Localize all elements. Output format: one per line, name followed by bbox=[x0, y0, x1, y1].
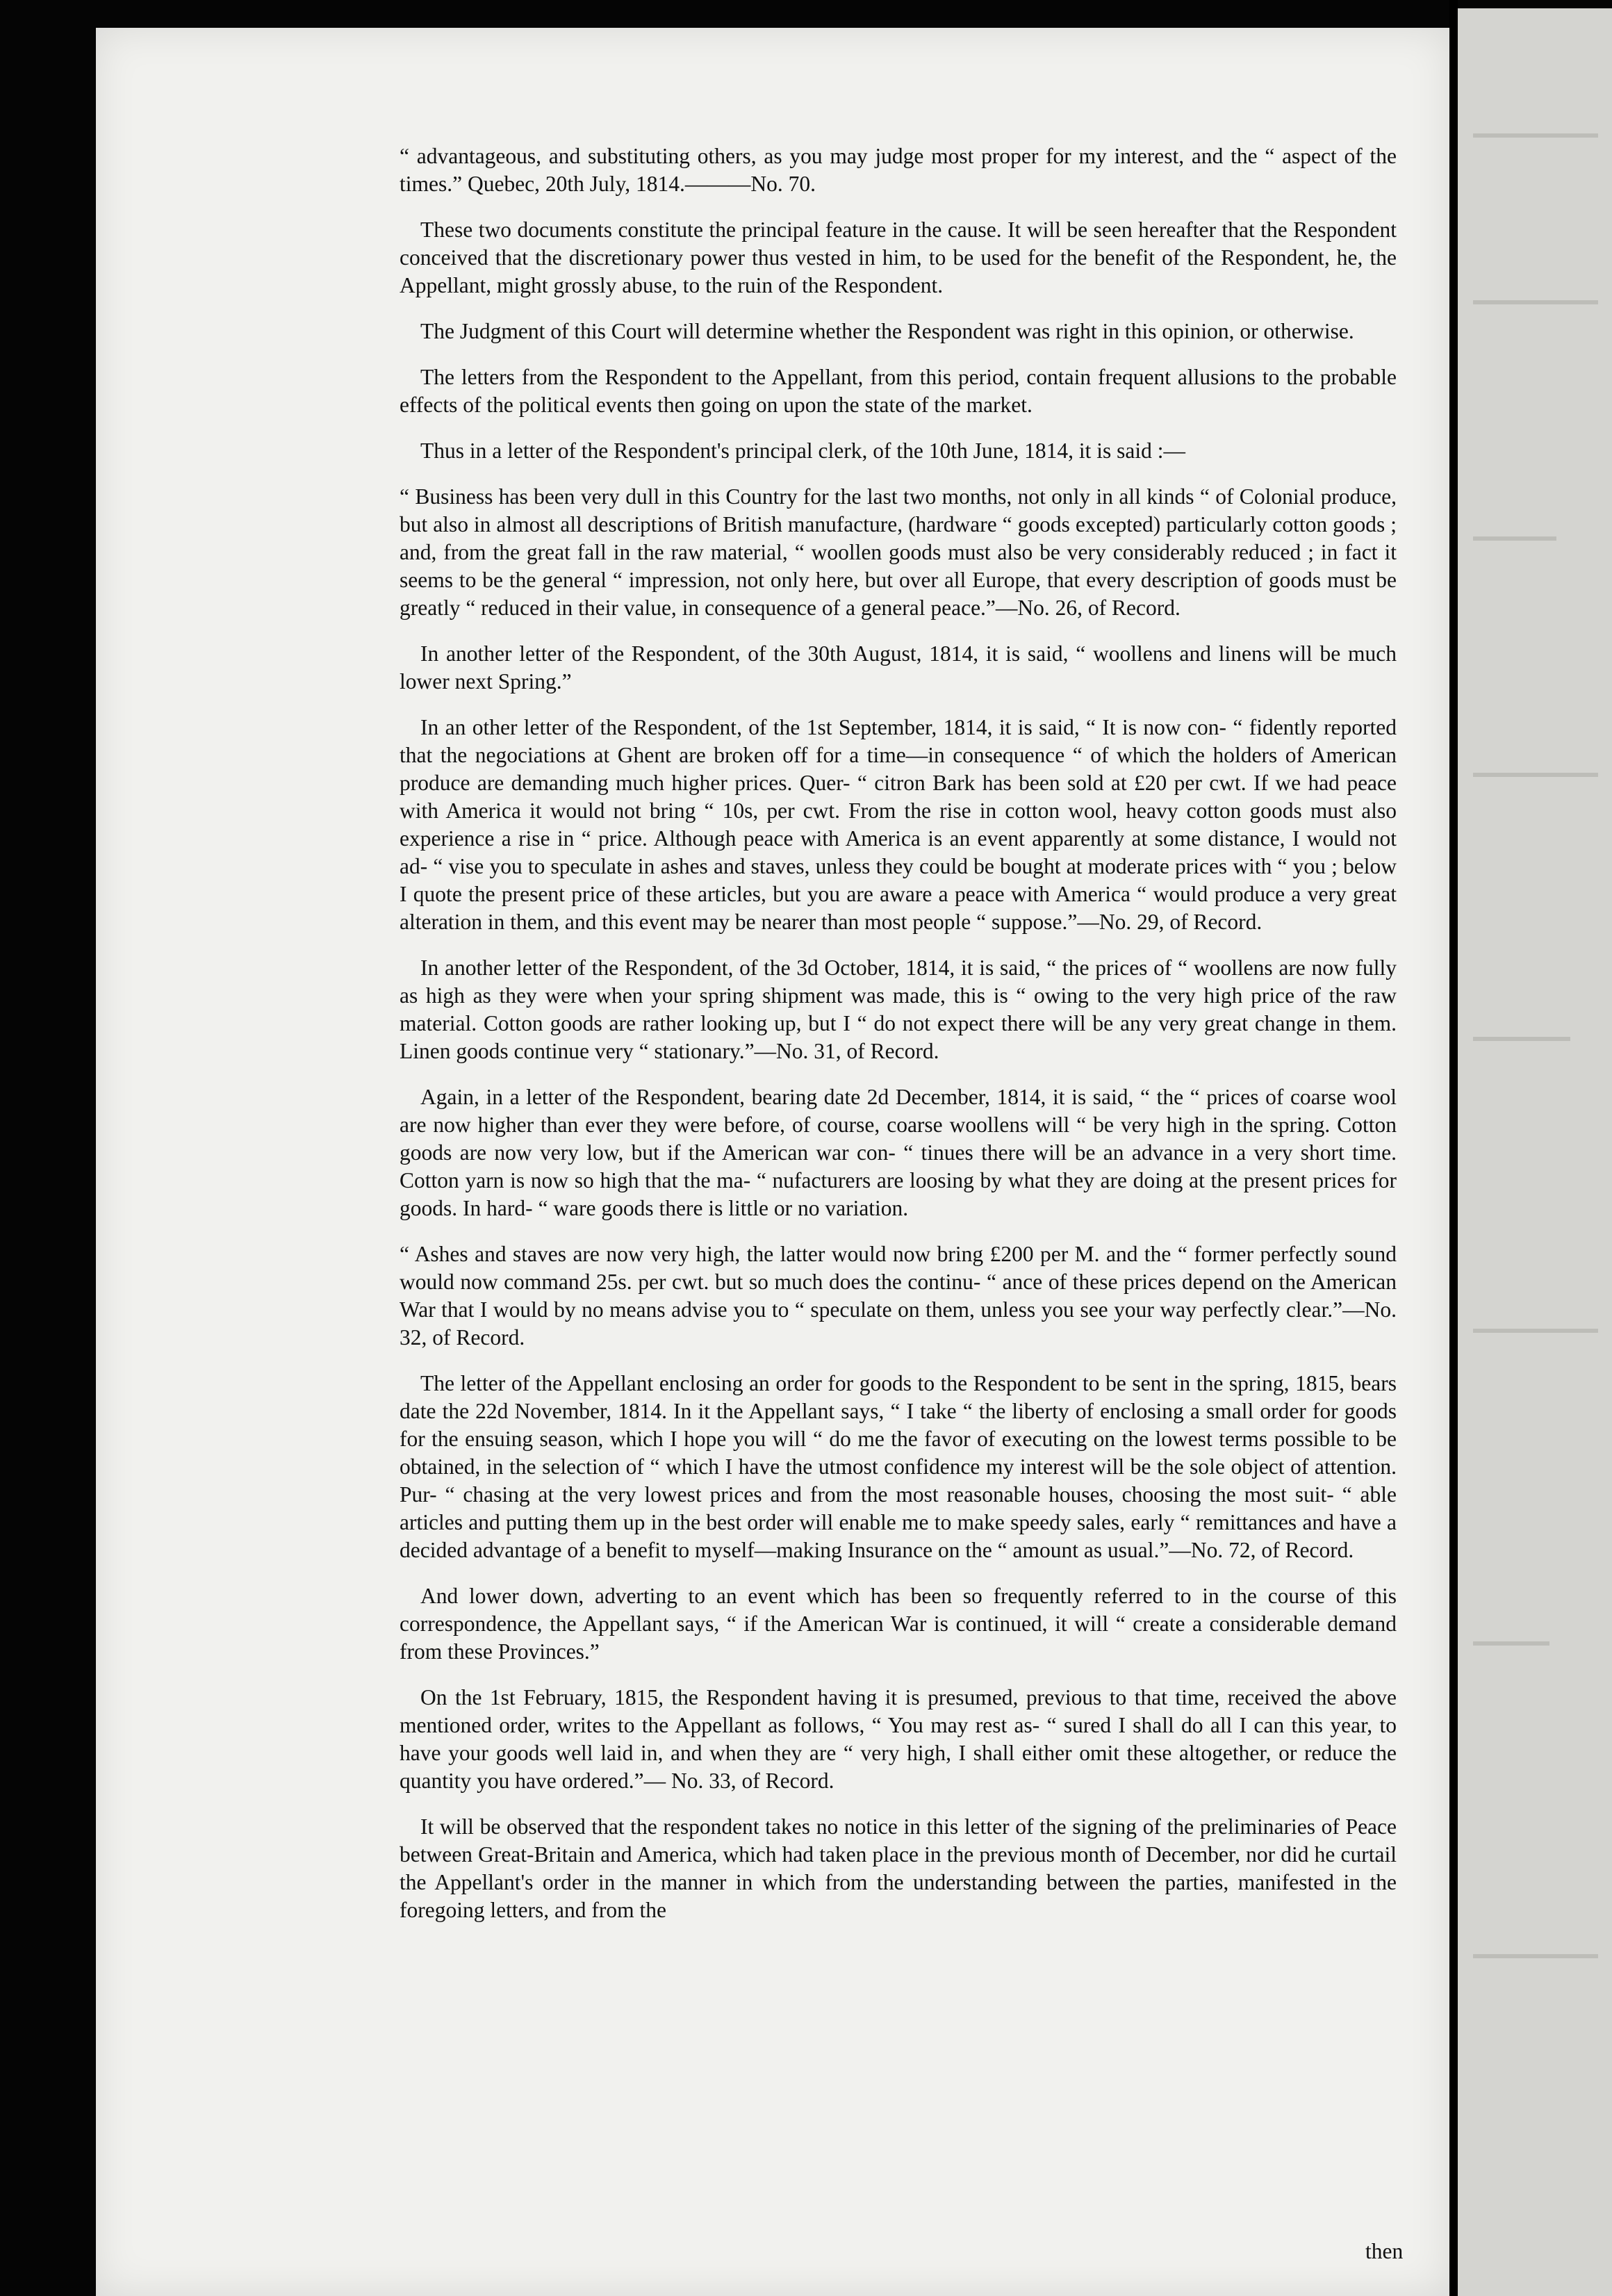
scan-left-border bbox=[0, 0, 96, 2296]
paragraph-14: On the 1st February, 1815, the Respondent having it is presumed, previous to that time, received the above mentioned order, writes to the Appellant as follows, “ You may rest as- “ sured I shall do all I can this year, to have your goods well laid in, and when they are “ very high, I shall either omit these altogether, or reduce the quantity you have ordered.”— No. 33, of Record. bbox=[400, 1685, 1397, 1793]
page-gutter bbox=[1449, 0, 1458, 2296]
paragraph-3: The Judgment of this Court will determine whether the Respondent was right in this opinion, or otherwise. bbox=[420, 319, 1354, 343]
catchword: then bbox=[1365, 2239, 1404, 2263]
paragraph-10: Again, in a letter of the Respondent, bearing date 2d December, 1814, it is said, “ the “ prices of coarse wool are now higher than ever they were before, of course, coarse woollens will “ be very high in the spring. Cotton goods are now very low, but if the American war con- “ tinues there will be an advance in a very short time. Cotton yarn is now so high that the ma- “ nufacturers are loosing by what they are doing at the present prices for goods. In hard- “ ware goods there is little or no variation. bbox=[400, 1085, 1397, 1220]
paragraph-11: “ Ashes and staves are now very high, the latter would now bring £200 per M. and the “ former perfectly sound would now command 25s. per cwt. but so much does the continu- “ ance of these prices depend on the American War that I would by no means advise you to “ speculate on them, unless you see your way perfectly clear.”—No. 32, of Record. bbox=[400, 1242, 1397, 1350]
document-body bbox=[400, 142, 1397, 1942]
adjacent-page-edge bbox=[1458, 8, 1612, 2296]
paragraph-2: These two documents constitute the principal feature in the cause. It will be seen hereafter that the Respondent conceived that the discretionary power thus vested in him, to be used for the benefit of the Respondent, he, the Appellant, might grossly abuse, to the ruin of the Respondent. bbox=[400, 218, 1397, 297]
paragraph-8: In an other letter of the Respondent, of the 1st September, 1814, it is said, “ It is now con- “ fidently reported that the negociations at Ghent are broken off for a time—in consequence “ of which the holders of American produce are demanding much higher prices. Quer- “ citron Bark has been sold at £20 per cwt. If we had peace with America it would not bring “ 10s, per cwt. From the rise in cotton wool, heavy cotton goods must also experience a rise in “ price. Although peace with America is an event apparently at some distance, I would not ad- “ vise you to speculate in ashes and staves, unless they could be bought at moderate prices with “ you ; below I quote the present price of these articles, but you are aware a peace with America “ would produce a very great alteration in them, and this event may be nearer than most people “ suppose.”—No. 29, of Record. bbox=[400, 715, 1397, 934]
paragraph-6: “ Business has been very dull in this Country for the last two months, not only in all kinds “ of Colonial produce, but also in almost all descriptions of British manufacture, (hardware “ goods excepted) particularly cotton goods ; and, from the great fall in the raw material, “ woollen goods must also be very considerably reduced ; in fact it seems to be the general “ impression, not only here, but over all Europe, that every description of goods must be greatly “ reduced in their value, in consequence of a general peace.”—No. 26, of Record. bbox=[400, 484, 1397, 620]
paragraph-5: Thus in a letter of the Respondent's principal clerk, of the 10th June, 1814, it is said :— bbox=[420, 438, 1185, 463]
paragraph-12: The letter of the Appellant enclosing an order for goods to the Respondent to be sent in the spring, 1815, bears date the 22d November, 1814. In it the Appellant says, “ I take “ the liberty of enclosing a small order for goods for the ensuing season, which I hope you will “ do me the favor of executing on the lowest terms possible to be obtained, in the selection of “ which I have the utmost confidence my interest will be the sole object of attention. Pur- “ chasing at the very lowest prices and from the most reasonable houses, choosing the most suit- “ able articles and putting them up in the best order will enable me to make speedy sales, early “ remittances and have a decided advantage of a benefit to myself—making Insurance on the “ amount as usual.”—No. 72, of Record. bbox=[400, 1371, 1397, 1562]
paragraph-7: In another letter of the Respondent, of the 30th August, 1814, it is said, “ woollens and linens will be much lower next Spring.” bbox=[400, 641, 1397, 694]
paragraph-13: And lower down, adverting to an event which has been so frequently referred to in the course of this correspondence, the Appellant says, “ if the American War is continued, it will “ create a considerable demand from these Provinces.” bbox=[400, 1584, 1397, 1664]
paragraph-9: In another letter of the Respondent, of the 3d October, 1814, it is said, “ the prices of “ woollens are now fully as high as they were when your spring shipment was made, this is “ owing to the very high price of the raw material. Cotton goods are rather looking up, but I “ do not expect there will be any very great change in them. Linen goods continue very “ stationary.”—No. 31, of Record. bbox=[400, 956, 1397, 1063]
paragraph-4: The letters from the Respondent to the Appellant, from this period, contain frequent allusions to the probable effects of the political events then going on upon the state of the market. bbox=[400, 365, 1397, 417]
paragraph-1: “ advantageous, and substituting others, as you may judge most proper for my interest, and the “ aspect of the times.” Quebec, 20th July, 1814.———No. 70. bbox=[400, 144, 1397, 196]
paragraph-15: It will be observed that the respondent takes no notice in this letter of the signing of the preliminaries of Peace between Great-Britain and America, which had taken place in the previous month of December, nor did he curtail the Appellant's order in the manner in which from the understanding between the parties, manifested in the foregoing letters, and from the bbox=[400, 1814, 1397, 1922]
